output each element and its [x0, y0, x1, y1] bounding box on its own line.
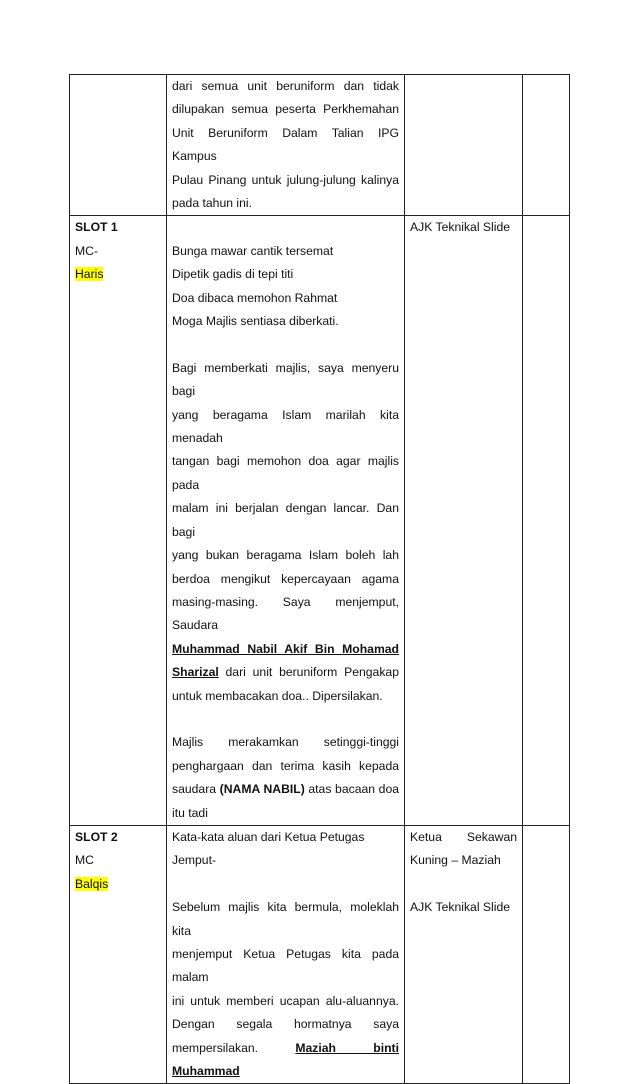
responsible-text: Kuning – Maziah — [410, 853, 501, 868]
notes-cell — [523, 216, 570, 826]
person-name: Muhammad Nabil Akif Bin Mohamad — [172, 641, 399, 656]
script-line: Bagi memberkati majlis, saya menyeru bagi — [172, 360, 399, 399]
script-line: Sebelum majlis kita bermula, moleklah kita — [172, 900, 399, 938]
script-line: ini untuk memberi ucapan alu-aluannya. — [172, 993, 399, 1008]
responsible-cell — [405, 825, 523, 1083]
slot-cell — [70, 216, 167, 826]
script-line: berdoa mengikut kepercayaan agama — [172, 571, 399, 586]
mc-name: Haris — [75, 267, 104, 282]
pantun-line: Doa dibaca memohon Rahmat — [172, 290, 338, 305]
notes-cell — [523, 825, 570, 1083]
script-cell — [167, 825, 405, 1083]
table-row — [70, 216, 570, 826]
script-line: tangan bagi memohon doa agar majlis pada — [172, 454, 399, 492]
mc-label: MC- — [75, 243, 99, 258]
pantun-line: Dipetik gadis di tepi titi — [172, 267, 294, 282]
responsible-cell — [405, 75, 523, 216]
mc-label: MC — [75, 853, 94, 868]
responsible-cell — [405, 216, 523, 826]
script-text: saudara — [172, 782, 220, 797]
slot-cell — [70, 825, 167, 1083]
script-line: Kata-kata aluan dari Ketua Petugas — [172, 829, 365, 844]
script-line: itu tadi — [172, 805, 208, 820]
name-placeholder: (NAMA NABIL) — [219, 782, 305, 797]
table-row — [70, 825, 570, 1083]
script-line: Jemput- — [172, 853, 217, 868]
script-line: Dengan segala hormatnya saya — [172, 1017, 399, 1032]
script-text: dari unit beruniform Pengakap — [218, 665, 399, 680]
program-table — [69, 74, 570, 1084]
responsible-text: AJK Teknikal Slide — [410, 220, 511, 235]
script-cell — [167, 75, 405, 216]
responsible-text: Ketua Sekawan — [410, 829, 517, 844]
mc-name: Balqis — [75, 876, 109, 891]
script-line: Pulau Pinang untuk julung-julung kalinya — [172, 172, 399, 187]
notes-cell — [523, 75, 570, 216]
pantun-line: Moga Majlis sentiasa diberkati. — [172, 314, 339, 329]
script-line: dari semua unit beruniform dan tidak — [172, 79, 399, 93]
script-line: pada tahun ini. — [172, 196, 252, 211]
script-text: mempersilakan. — [172, 1040, 296, 1055]
script-line: menjemput Ketua Petugas kita pada malam — [172, 946, 399, 985]
script-line: penghargaan dan terima kasih kepada — [172, 758, 399, 773]
person-name: Sharizal — [172, 665, 219, 680]
responsible-text: AJK Teknikal Slide — [410, 900, 511, 915]
slot-title: SLOT 2 — [75, 829, 118, 844]
script-line: malam ini berjalan dengan lancar. Dan bagi — [172, 501, 399, 539]
script-line: untuk membacakan doa.. Dipersilakan. — [172, 688, 383, 703]
script-line: yang bukan beragama Islam boleh lah — [172, 548, 399, 563]
slot-cell — [70, 75, 167, 216]
pantun-line: Bunga mawar cantik tersemat — [172, 243, 334, 258]
script-line: Unit Beruniform Dalam Talian IPG Kampus — [172, 125, 399, 164]
table-row — [70, 75, 570, 216]
script-text: atas bacaan doa — [304, 782, 400, 797]
slot-title: SLOT 1 — [75, 220, 118, 235]
script-line: masing-masing. Saya menjemput, Saudara — [172, 594, 399, 633]
person-name: Maziah binti Muhammad — [172, 1040, 399, 1078]
script-line: Majlis merakamkan setinggi-tinggi — [172, 735, 399, 750]
script-line: yang beragama Islam marilah kita menadah — [172, 407, 399, 446]
script-cell — [167, 216, 405, 826]
script-line: dilupakan semua peserta Perkhemahan — [172, 102, 399, 117]
